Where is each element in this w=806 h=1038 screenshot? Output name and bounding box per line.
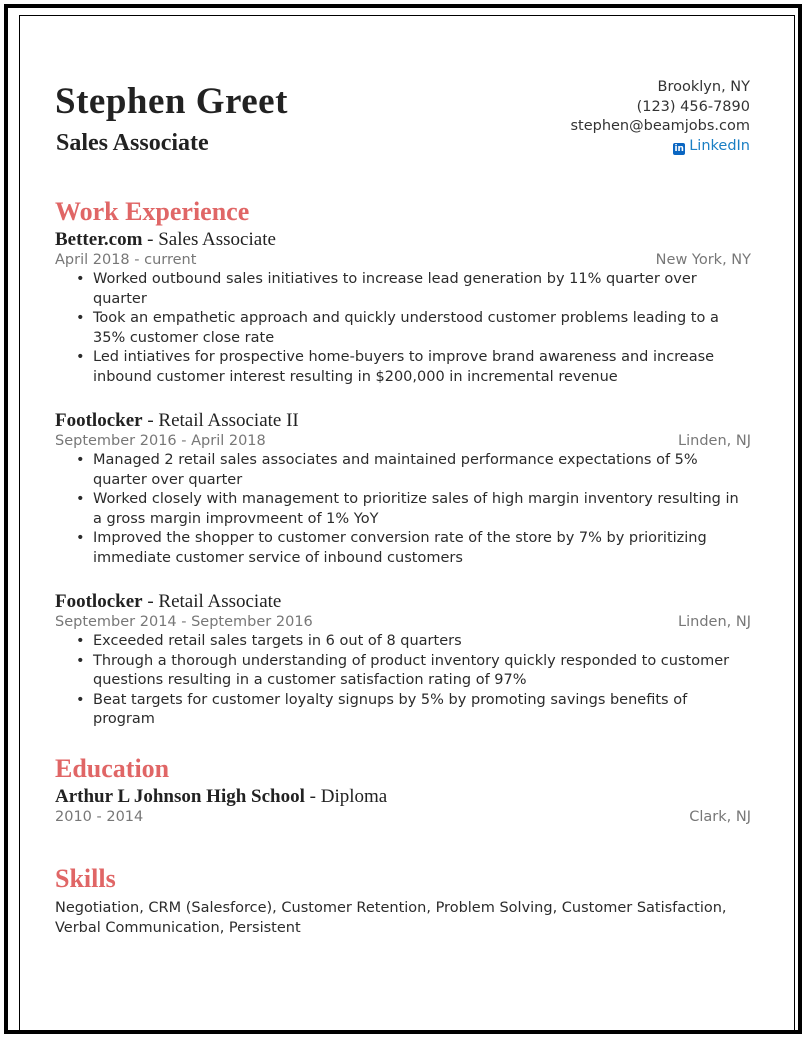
education-heading: [55, 786, 751, 808]
skills-section: [55, 864, 751, 938]
job-company: Footlocker: [55, 591, 143, 612]
job-bullets: [55, 270, 751, 387]
education-section: [55, 754, 751, 827]
contact-phone: (123) 456-7890: [636, 98, 750, 115]
contact-block: [570, 78, 750, 156]
job-separator: -: [142, 591, 159, 612]
contact-location: Brooklyn, NY: [657, 79, 750, 95]
bullet-item: • Improved the shopper to customer conversion rate of the store by 7% by prioritizing immediate customer service of inbound customers: [93, 529, 751, 568]
job-position: Retail Associate: [158, 591, 282, 612]
job-separator: -: [142, 410, 159, 431]
contact-email[interactable]: stephen@beamjobs.com: [570, 118, 750, 134]
job-location: Linden, NJ: [678, 614, 751, 630]
job-bullets: [55, 451, 751, 568]
job-entry: [55, 410, 751, 568]
bullet-item: • Led intiatives for prospective home-buyers to improve brand awareness and increase inbound customer interest resulting in $200,000 in incremental revenue: [93, 348, 751, 387]
job-location: Linden, NJ: [678, 433, 751, 449]
education-dates: 2010 - 2014: [55, 809, 144, 825]
job-dates: April 2018 - current: [55, 252, 197, 268]
linkedin-link[interactable]: [570, 137, 750, 157]
section-title-work: Work Experience: [55, 197, 250, 226]
bullet-item: • Worked outbound sales initiatives to increase lead generation by 11% quarter over quarter: [93, 270, 751, 309]
job-company: Better.com: [55, 229, 143, 250]
bullet-item: • Managed 2 retail sales associates and maintained performance expectations of 5% quarter over quarter: [93, 451, 751, 490]
section-title-education: Education: [55, 754, 170, 783]
education-location: Clark, NJ: [689, 809, 751, 825]
skills-list: Negotiation, CRM (Salesforce), Customer Retention, Problem Solving, Customer Satisfaction, Verbal Communication, Persistent: [55, 900, 727, 936]
education-meta: [55, 808, 751, 827]
candidate-name: Stephen Greet: [55, 81, 288, 122]
education-separator: -: [304, 786, 321, 807]
job-heading: [55, 591, 751, 613]
job-company: Footlocker: [55, 410, 143, 431]
work-experience-section: [55, 197, 751, 730]
section-title-skills: Skills: [55, 864, 116, 893]
bullet-item: • Exceeded retail sales targets in 6 out of 8 quarters: [93, 632, 751, 652]
job-meta: [55, 613, 751, 632]
education-degree: Diploma: [320, 786, 388, 807]
job-dates: September 2014 - September 2016: [55, 614, 313, 630]
job-entry: [55, 229, 751, 387]
job-position: Retail Associate II: [158, 410, 299, 431]
linkedin-label: LinkedIn: [689, 137, 750, 154]
job-separator: -: [142, 229, 159, 250]
bullet-item: • Beat targets for customer loyalty signups by 5% by promoting savings benefits of program: [93, 691, 751, 730]
job-bullets: [55, 632, 751, 730]
bullet-item: • Through a thorough understanding of product inventory quickly responded to customer questions resulting in a customer satisfaction rating of 97%: [93, 652, 751, 691]
job-meta: [55, 251, 751, 270]
job-heading: [55, 229, 751, 251]
job-location: New York, NY: [655, 252, 751, 268]
job-dates: September 2016 - April 2018: [55, 433, 266, 449]
job-position: Sales Associate: [158, 229, 276, 250]
job-entry: [55, 591, 751, 730]
job-heading: [55, 410, 751, 432]
linkedin-icon: in: [674, 143, 684, 154]
job-meta: [55, 432, 751, 451]
education-school: Arthur L Johnson High School: [55, 786, 305, 807]
bullet-item: • Worked closely with management to prioritize sales of high margin inventory resulting in a gross margin improvmeent of 1% YoY: [93, 490, 751, 529]
bullet-item: • Took an empathetic approach and quickly understood customer problems leading to a 35% customer close rate: [93, 309, 751, 348]
candidate-title: Sales Associate: [56, 130, 209, 156]
